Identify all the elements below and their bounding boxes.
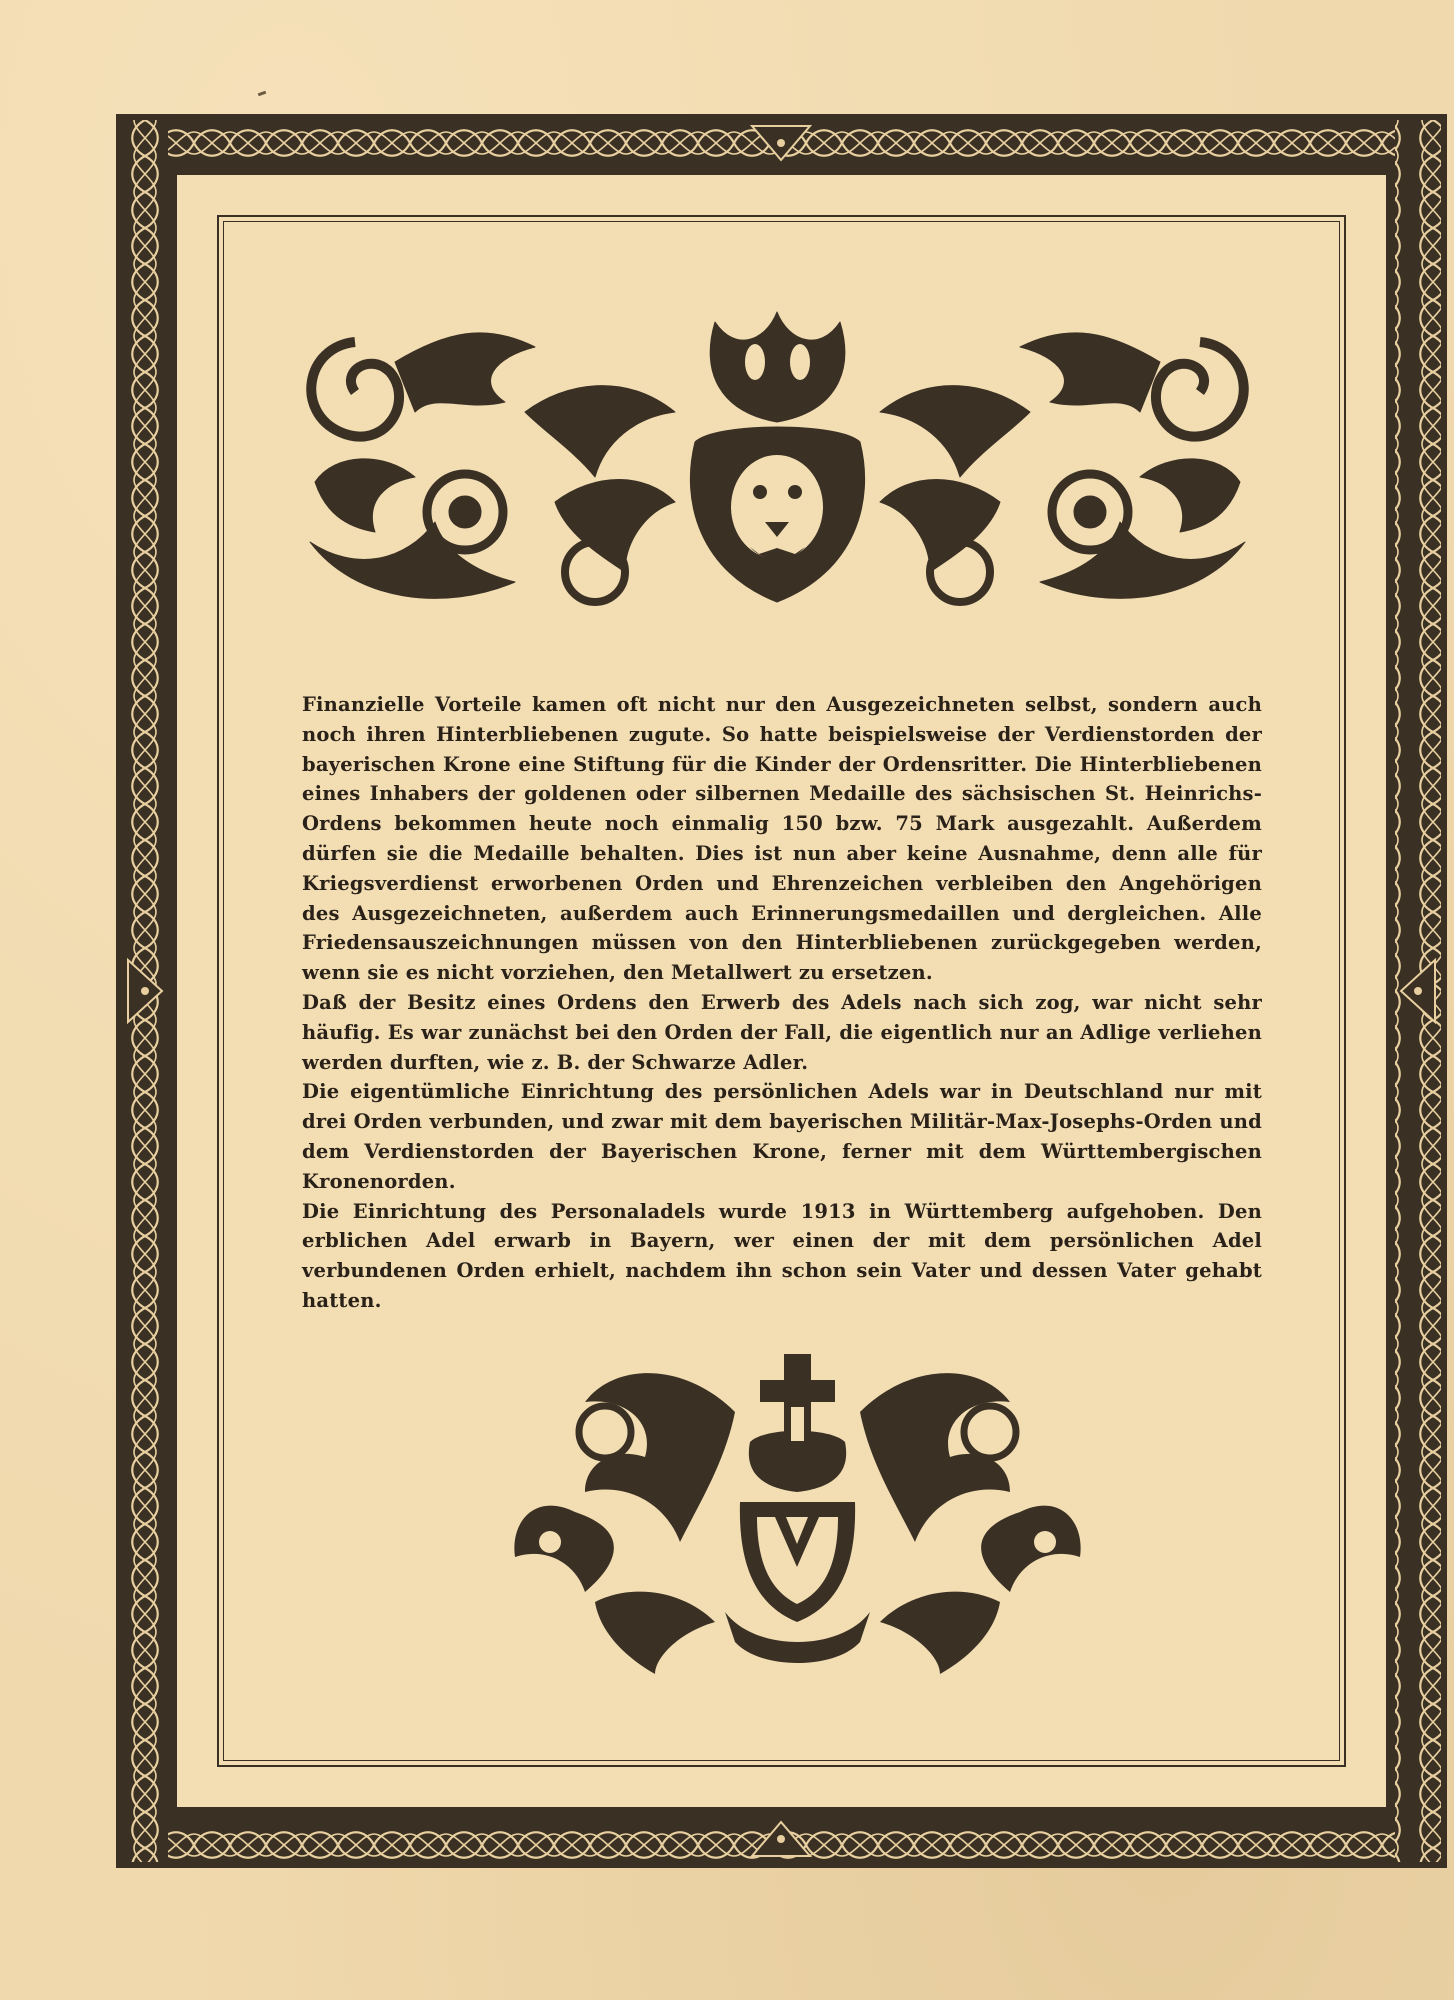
acanthus-lion-mask-ornament-icon [295, 302, 1260, 624]
paragraph-1: Finanzielle Vorteile kamen oft nicht nur den Ausgezeichneten selbst, sondern auch noch ihren Hinterbliebenen zugute. So hatte beispielsweise der Verdienstorden der bayerischen Krone eine Stiftung für die Kinder der Ordensritter. Die Hinterbliebenen eines Inhabers der goldenen oder silbernen Medaille des sächsischen St. Heinrichs-Ordens bekommen heute noch einmalig 150 bzw. 75 Mark ausgezahlt. Außerdem dürfen sie die Medaille behalten. Dies ist nun aber keine Ausnahme, denn alle für Kriegsverdienst erworbenen Orden und Ehrenzeichen verbleiben den Angehörigen des Ausgezeichneten, außerdem auch Erinnerungsmedaillen und dergleichen. Alle Friedensauszeichnungen müssen von den Hinterbliebenen zurückgegeben werden, wenn sie es nicht vorziehen, den Metallwert zu ersetzen. [302, 693, 1262, 985]
paragraph-4: Die Einrichtung des Personaladels wurde 1913 in Württemberg aufgehoben. Den erblichen Adel erwarb in Bayern, wer einen der mit dem persönlichen Adel verbundenen Orden erhielt, nachdem ihn schon sein Vater und dessen Vater gehabt hatten. [302, 1199, 1262, 1312]
coat-of-arms-cross-ornament-icon [505, 1352, 1090, 1677]
paragraph-3: Die eigentümliche Einrichtung des persönlichen Adels war in Deutschland nur mit drei Orden verbunden, und zwar mit dem bayerischen Militär-Max-Josephs-Orden und dem Verdienstorden der Bayerischen Krone, ferner mit dem Württembergischen Kronenorden. [302, 1080, 1262, 1193]
body-text [302, 690, 1262, 1316]
paragraph-2: Daß der Besitz eines Ordens den Erwerb des Adels nach sich zog, war nicht sehr häufig. Es war zunächst bei den Orden der Fall, die eigentlich nur an Adlige verliehen werden durften, wie z. B. der Schwarze Adler. [302, 990, 1262, 1074]
stray-ink-mark [258, 91, 267, 97]
